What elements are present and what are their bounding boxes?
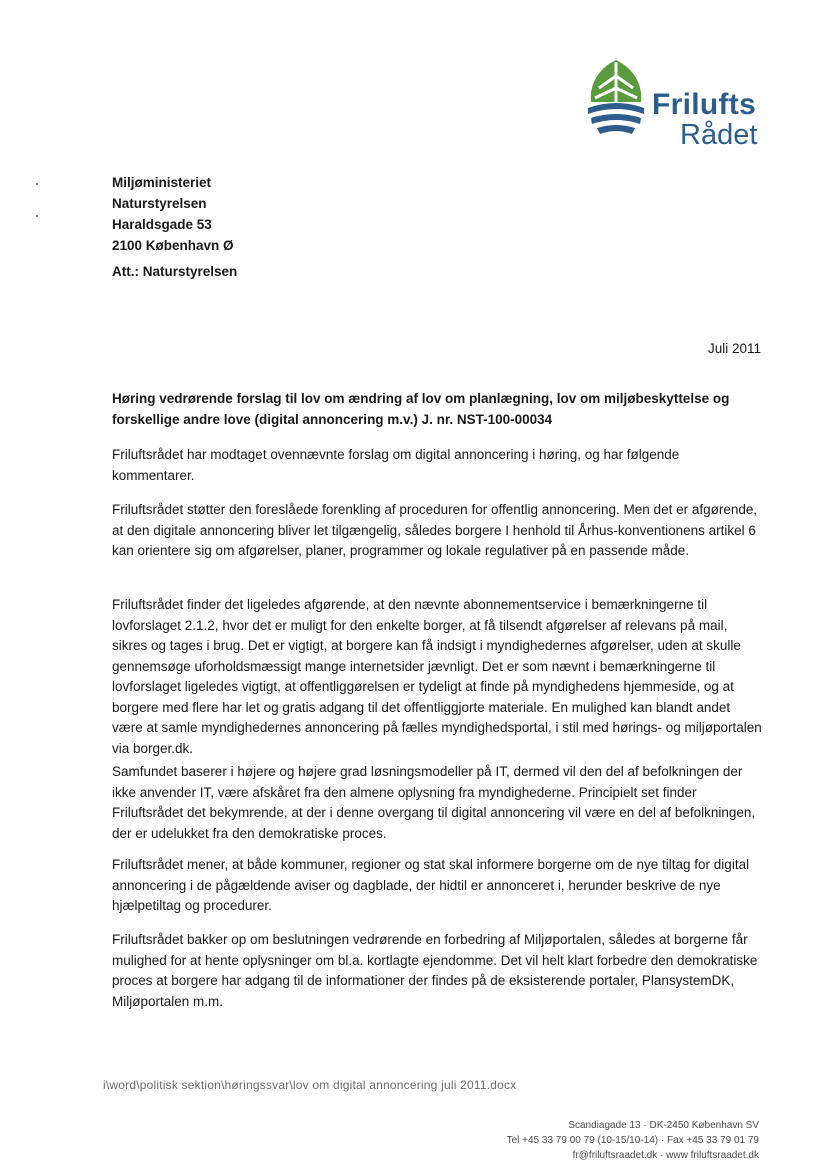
scan-speck xyxy=(36,215,38,217)
footer-phone: Tel +45 33 79 00 79 (10-15/10-14) · Fax +45 33 79 01 79 xyxy=(506,1135,759,1146)
body-paragraph: Friluftsrådet har modtaget ovennævnte forslag om digital annoncering i høring, og har følgende kommentarer. xyxy=(112,447,680,483)
friluftsraadet-logo xyxy=(585,58,785,158)
logo-text-raadet: Rådet xyxy=(680,119,758,151)
leaf-logo-icon xyxy=(585,58,647,140)
body-paragraph: Samfundet baserer i højere og højere grad løsningsmodeller på IT, dermed vil den del af befolkningen der ikke anvender IT, være afskåret fra den almene oplysning fra myndighederne. Principielt set finder Friluftsrådet det bekymrende, at der i denne overgang til digital annoncering vil være en del af befolkningen, der er udelukket fra den demokratiske proces. xyxy=(112,764,756,841)
address-line: Haraldsgade 53 xyxy=(112,217,212,232)
address-line: Naturstyrelsen xyxy=(112,196,207,211)
scan-speck xyxy=(36,183,38,185)
body-paragraph: Friluftsrådet bakker op om beslutningen vedrørende en forbedring af Miljøportalen, således at borgerne får mulighed for at hente oplysninger om bl.a. kortlagte ejendomme. Det vil helt klart forbedre den demokratiske proces at borgere har adgang til de informationer der findes på de eksisterende portaler, PlansystemDK, Miljøportalen m.m. xyxy=(112,932,758,1009)
letter-footer xyxy=(507,1118,759,1163)
letter-subject: Høring vedrørende forslag til lov om ændring af lov om planlægning, lov om miljøbeskyttelse og forskellige andre love (digital annoncering m.v.) J. nr. NST-100-00034 xyxy=(112,391,730,427)
recipient-address xyxy=(112,172,234,256)
address-line: Miljøministeriet xyxy=(112,175,212,190)
body-paragraph: Friluftsrådet finder det ligeledes afgørende, at den nævnte abonnementservice i bemærkningerne til lovforslaget 2.1.2, hvor det er muligt for den enkelte borger, at få tilsendt afgørelser af relevans på mail, sikres og tages i brug. Det er vigtigt, at borgere kan få indsigt i myndighedernes afgørelser, uden at skulle gennemsøge uforholdsmæssigt mange internetsider jævnligt. Det er som nævnt i bemærkningerne til lovforslaget ligeledes vigtigt, at offentliggørelsen er tydeligt at finde på myndighedens hjemmeside, og at borgere med flere har let og gratis adgang til det offentliggjorte materiale. En mulighed kan blandt andet være at samle myndighedernes annoncering på fælles myndighedsportal, i stil med hørings- og miljøportalen via borger.dk. xyxy=(112,597,762,756)
logo-text-frilufts: Frilufts xyxy=(652,88,757,121)
body-paragraph: Friluftsrådet støtter den foreslåede forenkling af proceduren for offentlig annoncering. Men det er afgørende, at den digitale annoncering bliver let tilgængelig, således borgere I henhold til Århus-konventionens artikel 6 kan orientere sig om afgørelser, planer, programmer og lokale regulativer på en passende måde. xyxy=(112,502,758,558)
body-paragraph: Friluftsrådet mener, at både kommuner, regioner og stat skal informere borgerne om de nye tiltag for digital annoncering i de pågældende aviser og dagblade, der hidtil er annonceret i, herunder beskrive de nye hjælpetiltag og procedurer. xyxy=(112,857,750,913)
file-path: i\word\politisk sektion\høringssvar\lov om digital annoncering juli 2011.docx xyxy=(103,1078,517,1092)
footer-contact: fr@friluftsraadet.dk · www friluftsraadet.dk xyxy=(572,1150,759,1161)
footer-address: Scandiagade 13 · DK-2450 København SV xyxy=(568,1120,759,1131)
letter-date: Juli 2011 xyxy=(707,341,761,356)
attention-line: Att.: Naturstyrelsen xyxy=(112,264,238,279)
address-line: 2100 København Ø xyxy=(112,238,234,253)
